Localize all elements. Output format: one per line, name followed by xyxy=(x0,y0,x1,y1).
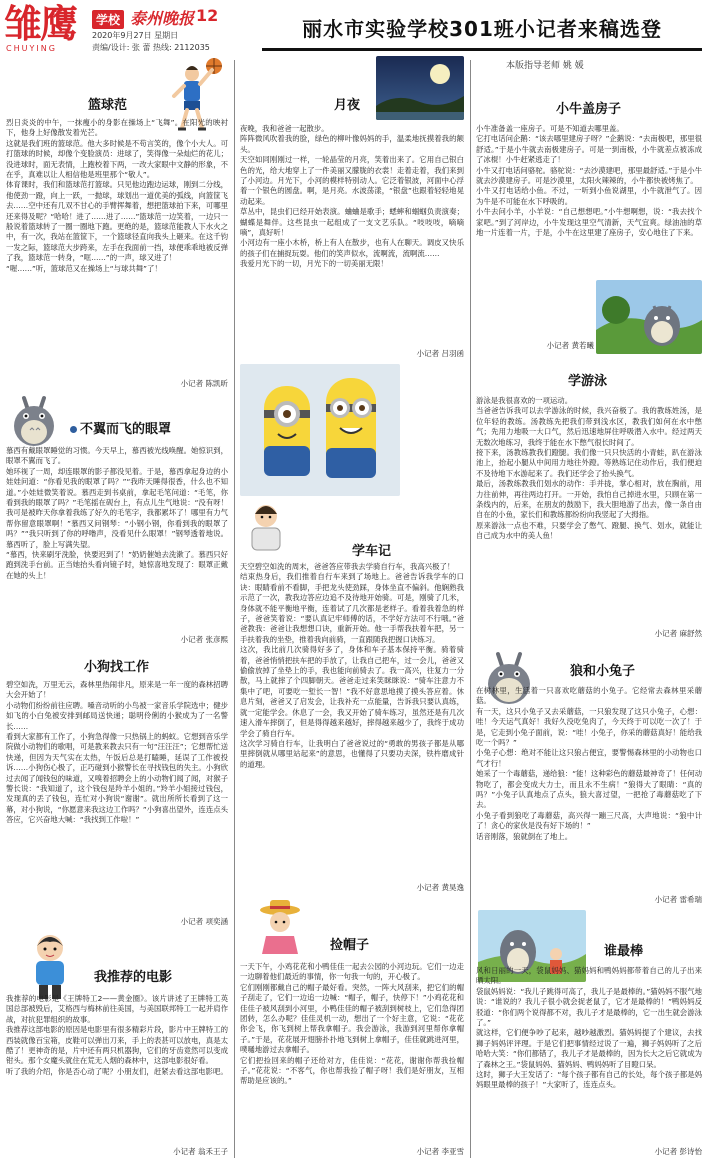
issue-date: 2020年9月27日 星期日 xyxy=(92,31,179,40)
article-body-basketball: 烈日炎炎的中午，一抹瘦小的身影在操场上“飞舞”。在阳光的映衬下，他身上好像散发着光芒。 这就是我们班的篮球范。他大多时候是不苟言笑的，像个小大人。可打篮球的时候，却像个变脸演员：进球了，笑得像一朵灿烂的花儿；没进球时，面无表情，上跑校着下两，一改大家眼中文静的形象，不在乎，真难以让人相信他是班里那个“敬人”。 体育课时，我们和篮球范打篮球。只见他边跑边运球，刚到二分线，他使劲一蹬，向上一跃，一抛球，球划出一道优美的弧线，向篮筐飞去……空中还有几双不甘心的手臂挥舞着，想把篮球拍下来，可哪里还来得及呢？“哈哈！进了……进了……”篮球范一边笑着，一边只一般说着篮球转了一圈一圈地下跑。更绝的是，篮球范能教人下水火之中，有一次，我站在篮筐下，一个篮球径直向我头上砸来。在这千钧一发之际，篮球范大步跨来，左手在我面前一挡，球便乖乖地被反弹了我，篮球范一转身，“哐……”的一声，球又进了！ “喔……”听，篮球范又在操场上“与球共舞”了！ xyxy=(6,118,228,273)
article-body-best: 风和日丽的一天，袋鼠妈妈、猫妈妈和鸭妈妈都带着自己的儿子出来晒太阳。 袋鼠妈妈说：“我儿子跳得可高了，我儿子是最棒的。”猫妈妈不服气地说：“谁说的？我儿子很小就会捉老鼠了，它才是最棒的！”鸭妈妈反驳道：“你们两个说得都不对，我儿子才是最棒的，它一出生就会游泳了。” 就这样，它们便争吵了起来，越吵越激烈。猫妈妈提了个建议，去找狮子妈妈评评理。于是它们把事情经过说了一遍，狮子妈妈听了之后哈哈大笑：“你们都错了，我儿子才是最棒的，因为长大之后它就成为了森林之王。”袋鼠妈妈、猫妈妈、鸭妈妈听了目瞪口呆。 这时，狮子大王发话了：“每个孩子都有自己的长处，每个孩子都是妈妈眼里最棒的孩子！”大家听了，连连点头。 xyxy=(476,966,702,1090)
article-body-rabbit: 在树林里，生活着一只喜欢吃蘑菇的小兔子。它经常去森林里采蘑菇。 有一天，这只小兔子又去采蘑菇，一只狼发现了这只小兔子，心想：哇！今天运气真好！我好久没吃兔肉了，今天终于可以吃一次了！于是，它走到小兔子面前，说：“哇！小兔子，你采的蘑菇真好！能给我吃一个吗？” 小兔子心想：绝对不能让这只狼占便宜，要警惕森林里的小动物也口气才行！ 她采了一个毒蘑菇，递给狼：“能！这种彩色的蘑菇最神奇了！任何动物吃了，都会变成大力士，而且永不生病！”狼得大了眼睛：“真的吗？”小兔子认真地点了点头，狼大喜过望，一把抢了毒蘑菇吃了下去。 小兔子看到狼吃了毒蘑菇，高兴得一蹦三尺高，大声地说：“狼中计了！贪心的家伙是没有好下场的！” 话音刚落，狼就倒在了地上。 xyxy=(476,686,702,841)
article-body-hat: 一天下午，小鸡花花和小鸭佳佳一起去公园的小河边玩。它们一边走一边聊着他们最近的事情，你一句我一句的，开心极了。 它们刚刚都戴自己的帽子最好看。突然，一阵大风刮来，把它们的帽子刮走了，它们一边追一边喊：“帽子，帽子，快停下！”小鸡花花和佳佳子被风刮到小河里，小鸭佳佳的帽子被刮到树枝上，它们急得团团转，怎么办呢？佳佳灵机一动，想出了一个好主意，它说：“花花你会飞，你飞到树上帮我拿帽子。我会游泳，我游到河里帮你拿帽子。”于是，花花展开翅膀扑扑地飞到树上拿帽子，佳佳就跳进河里，噗嗵地游过去拿帽子。 它们把捡回来的帽子还给对方，佳佳说：“花花，谢谢你帮我捡帽子。”花花说：“不客气，你也帮我捡了帽子呀！我们是好朋友，互相帮助是应该的。” xyxy=(240,962,464,1086)
article-title-movie: 我推荐的电影 xyxy=(94,970,173,985)
article-title-house: 小牛盖房子 xyxy=(556,102,622,117)
article-body-swim: 游泳是我很喜欢的一项运动。 当爸爸告诉我可以去学游泳的时候，我兴奋极了。我的教练姓汤，是位年轻的教练。汤教练先把我们带到浅水区，教我们如何在水中憋气；先用力地吸一大口气，然后迅速地屏住呼吸潜入水中。经过两天无数次地练习，我终于能在水下憋气很长时间了。 接下来，汤教练教我们蹬腿。我们像一只只快活的小青蛙，趴在游泳池上，抬起小腿从中间用力地往外蹬。等熟练记住动作后，我们便迫不及待地下水游起来了。我们还学会了抬头换气。 最后，汤教练教我们划水的动作：手并拢，掌心相对，放在胸前，用力往前伸，再往两边打开。一开始，我怕自己掉进水里，只顾在第一条线内的，后来，在朋友的鼓励下，我大胆地游了出去，像一条自由自在的小鱼，家长们和教练都纷纷向我竖起了大拇指。 原来游泳一点也不难，只要学会了憋气、蹬腿、换气、划水，就能让自己成为水中的美人鱼！ xyxy=(476,396,702,541)
byline-hat: 小记者 李亚雪 xyxy=(416,1147,464,1156)
byline-glasses: 小记者 张彦熙 xyxy=(180,635,228,644)
article-title-hat: 捡帽子 xyxy=(330,938,370,953)
article-title-swim: 学游泳 xyxy=(568,374,608,389)
article-title-rabbit: 狼和小兔子 xyxy=(570,664,636,679)
totoro-forest-photo xyxy=(596,280,702,354)
article-title-bike: 学车记 xyxy=(352,544,392,559)
moon-night-photo xyxy=(376,56,464,120)
byline-basketball: 小记者 陈凯昕 xyxy=(180,379,228,388)
byline-house: 小记者 黄若曦 xyxy=(546,341,594,350)
minions-icon xyxy=(240,364,400,496)
article-body-glasses: 慕西有戴眼罩睡觉的习惯。今天早上，慕西被光线唤醒。她惊识到，眼罩不翼而飞了。 她环视了一周，却连眼罩的影子都没见着。于是，慕西拿起身边的小娃娃问道：“你看见我的眼罩了吗？”“我昨天睡得很香，什么也不知道。”小娃娃微笑着说。慕西走到书桌前，拿起毛笔问道：“毛笔，你看到我的眼罩了吗？”毛笔摇在砚台上，有点儿生气地说：“没有呀！我可是被昨天你拿着我练了好久的毛笔字，我都累坏了！哪里有力气帮你留意眼罩啊！”慕西又问钢琴：“小钢小钢，你看到我的眼罩了吗？”“我只听到了你的呼噜声，没看见什么眼罩！”钢琴透着地说。慕西听了，脸上写满失望。 “慕西，快来刷牙洗脸，快要迟到了！”奶奶催她去洗漱了。慕西只好跑到洗手台前。正当她抬头看向镜子时，她惊喜地发现了：眼罩正戴在她的头上！ xyxy=(6,446,228,580)
page-number: 12 xyxy=(196,6,219,25)
section-tag: 学校 xyxy=(92,10,124,29)
page-title: 丽水市实验学校301班小记者来稿选登 xyxy=(262,10,702,51)
masthead-logo: 雏鹰 xyxy=(4,1,77,46)
mentor-credit: 本版指导老师 姚 媛 xyxy=(506,61,584,71)
girl-hat-icon xyxy=(252,896,308,958)
article-title-moon: 月夜 xyxy=(334,98,361,113)
article-title-basketball: 篮球范 xyxy=(88,98,128,113)
article-title-glasses xyxy=(70,418,171,437)
article-body-ant: 碧空如洗，万里无云，森林里热闹非凡，原来是一年一度的森林招聘大会开始了！ 小动物们纷纷前往应聘。嗓音动听的小鸟被一家音乐学院选中；健步如飞的小白兔被安排到邮局送快递；聪明伶俐的小猴成为了一名警长…… 看到大家都有工作了，小狗急得像一只热锅上的蚂蚁。它想到音乐学院做小动物们的歌唱，可是教来教去只有一句“汪汪汪”；它想帮忙送快递，但因为天气实在太热，午饭后总是打瞌睡，延误了工作被投诉……小狗伤心极了，正巧碰到小猴警长在寻找钱包的失主。小狗欣过去闻了闻钱包的味道，又嗅着招聘会上的小动物们闻了闻，对猴子警长说：“我知道了，这个钱包是羚羊小姐的。”羚羊小姐接过钱包，发现真的丢了钱包，连忙对小狗说“谢谢”。就出所所长看到了这一幕，对小狗说，“你愿意来我这边工作吗？”小狗喜出望外，连连点头答应，它兴奋地大喊：“我找到工作啦！” xyxy=(6,680,228,825)
byline-movie: 小记者 翁禾王子 xyxy=(173,1147,228,1156)
byline-moon: 小记者 吕羽函 xyxy=(416,349,464,358)
totoro-icon xyxy=(6,392,62,448)
byline-rabbit: 小记者 雷希瑞 xyxy=(654,895,702,904)
byline-ant: 小记者 项奕涵 xyxy=(180,917,228,926)
editor-info: 责编/设计: 张 蕾 热线: 2112035 xyxy=(92,43,210,52)
byline-bike: 小记者 黄昊逸 xyxy=(416,883,464,892)
byline-swim: 小记者 麻舒然 xyxy=(654,629,702,638)
article-body-house: 小牛准备盖一座房子。可是不知道去哪里盖。 它打电话问企鹅：“该去哪里建房子呀？”企鹅说：“去南极吧，那里很舒适。”于是小牛就去南极建房子。可是一到南极，小牛就差点被冻成了冰棍！小牛赶紧逃走了！ 小牛又打电话问骆驼。骆驼说：“去沙漠建吧，那里最舒适。”于是小牛就去沙漠建房子。可是沙漠里，太阳火辣辣的，小牛都快被烤焦了。 小牛又打电话给小鱼。不过，一听到小鱼说湖里，小牛就泄气了。因为牛是不可能在水下呼吸的。 小牛去问小羊，小羊说：“自己想想吧。”小牛想啊想，说：“我去找个家吧。”到了河岸边，小牛发现这里空气清新，天气宜爽。绿油油的草地一片连着一片，于是，小牛在这里建了座房子，安心地住了下来。 xyxy=(476,124,702,238)
column-divider xyxy=(234,60,235,1158)
byline-best: 小记者 彭诗怡 xyxy=(654,1147,702,1156)
boy-icon xyxy=(20,930,80,1002)
bullet-icon xyxy=(70,426,77,433)
column-divider xyxy=(470,60,471,1158)
article-body-moon: 夜晚，我和爸爸一起散步。 阵阵微风吹着我的脸，绿色的柳叶像妈妈的手，温柔地抚摸着我的额头。 天空如同刚刚过一样，一轮晶莹的月亮，笑着出来了。它用自己银白色的光，给大地穿上了一件美丽又朦胧的衣裳！走着走着，我们来到了小河边。月光下，小河的模样特别动人。它泛着银波，河面中心浮着一个银色的圆盘。啊，是月亮。水波荡漾，“银盘”也跟着轻轻地晃动起来。 草丛中，昆虫们已经开始表演。蛐蛐是歌手；蟋蟀和蝈蝈负责演奏；蝴蝶是舞伴。这些昆虫一起组成了一支文艺乐队。“吱吱吱，嘀嘀嘀”，真好听！ 小河边有一座小木桥，桥上有人在散步，也有人在聊天。调皮又快乐的孩子们在捕捉玩耍。他们的笑声似水，流啊流，流啊流…… 我爱月光下的一切，月光下的一切美丽无限！ xyxy=(240,124,464,269)
masthead-pinyin: CHUYING xyxy=(6,44,57,53)
article-body-bike: 天空碧空如洗的周末，爸爸答应带我去学骑自行车，我高兴极了！ 结束热身后，我们推着自行车来到了场地上。爸爸告诉我学车的口诀：眼睛看前不看脚，手把龙头使劲踩，身体坐直不偏斜。他娴熟我示范了一次，教我边答应边追不及待地开始骑。可是，刚骑了几米，身体就不能平衡地平衡，连着试了几次都是老样子。看着我着急的样子，爸爸笑着说：“要认真记牢师傅的话，不学好方法可不行哦。”爸爸教我：爸爸让我想想口诀，重新开始。他一手帮我扶着车把，另一手扶着我的坐垫，推着我向前骑，一直跟随我把握口诀练习。 这次，我比前几次骑得好多了，身体和车子基本保持平衡。骑着骑着，爸爸悄悄把扶车把的手放了，让我自己把车，过一会儿，爸爸又偷偷放掉了坐垫上的手，我也能向前骑去了。我一高兴，往复力一分散，马上就摔了个四脚朝天。爸爸走过来笑眯眯说：“骑车注意力不集中了吧，可要吃一堑长一智！”我不好意思地摸了摸头答应着。休息片刻，爸爸又了启发会，让我补充一点能量，告诉我只要认真练，就一定能学会。休息了一会，我又开始了骑车练习，虽然还是有几次速入滑车摔倒了，但是得得越来越好，摔得越来越少了，我终于成功学会了骑自行车。 这次学习骑自行车，让我明白了爸爸说过的“勇敢的男孩子都是从哪里摔倒就从哪里站起来”的意思，也懂得了只要功夫深，铁杵磨成针的道理。 xyxy=(240,562,464,769)
article-body-movie: 我推荐的电影是《王牌特工2——黄金圈》。该片讲述了王牌特工英国总部被毁后，艾格西与梅林前往美国，与美国联邦特工一起并肩作战，对抗犯罪组织的故事。 我推荐这部电影的原因是电影里有很多精彩片段，影片中王牌特工的西装就像百宝箱，皮鞋可以弹出刀来，手上的表甚可以放电，真是太酷了！更神奇的是，片中还有两只机器狗，它们的牙齿竟然可以变成钳头。那个女魔头就住在荒无人烟的森林中，这部电影很好看。 听了我的介绍，你是否心动了呢？小朋友们，赶紧去看这部电影吧。 xyxy=(6,994,228,1076)
newspaper-name: 泰州晚报 xyxy=(130,9,195,28)
boy-icon xyxy=(240,500,292,556)
article-title-best: 谁最棒 xyxy=(604,944,644,959)
article-title-glasses-text: 不翼而飞的眼罩 xyxy=(80,422,172,437)
article-title-ant: 小狗找工作 xyxy=(84,660,150,675)
